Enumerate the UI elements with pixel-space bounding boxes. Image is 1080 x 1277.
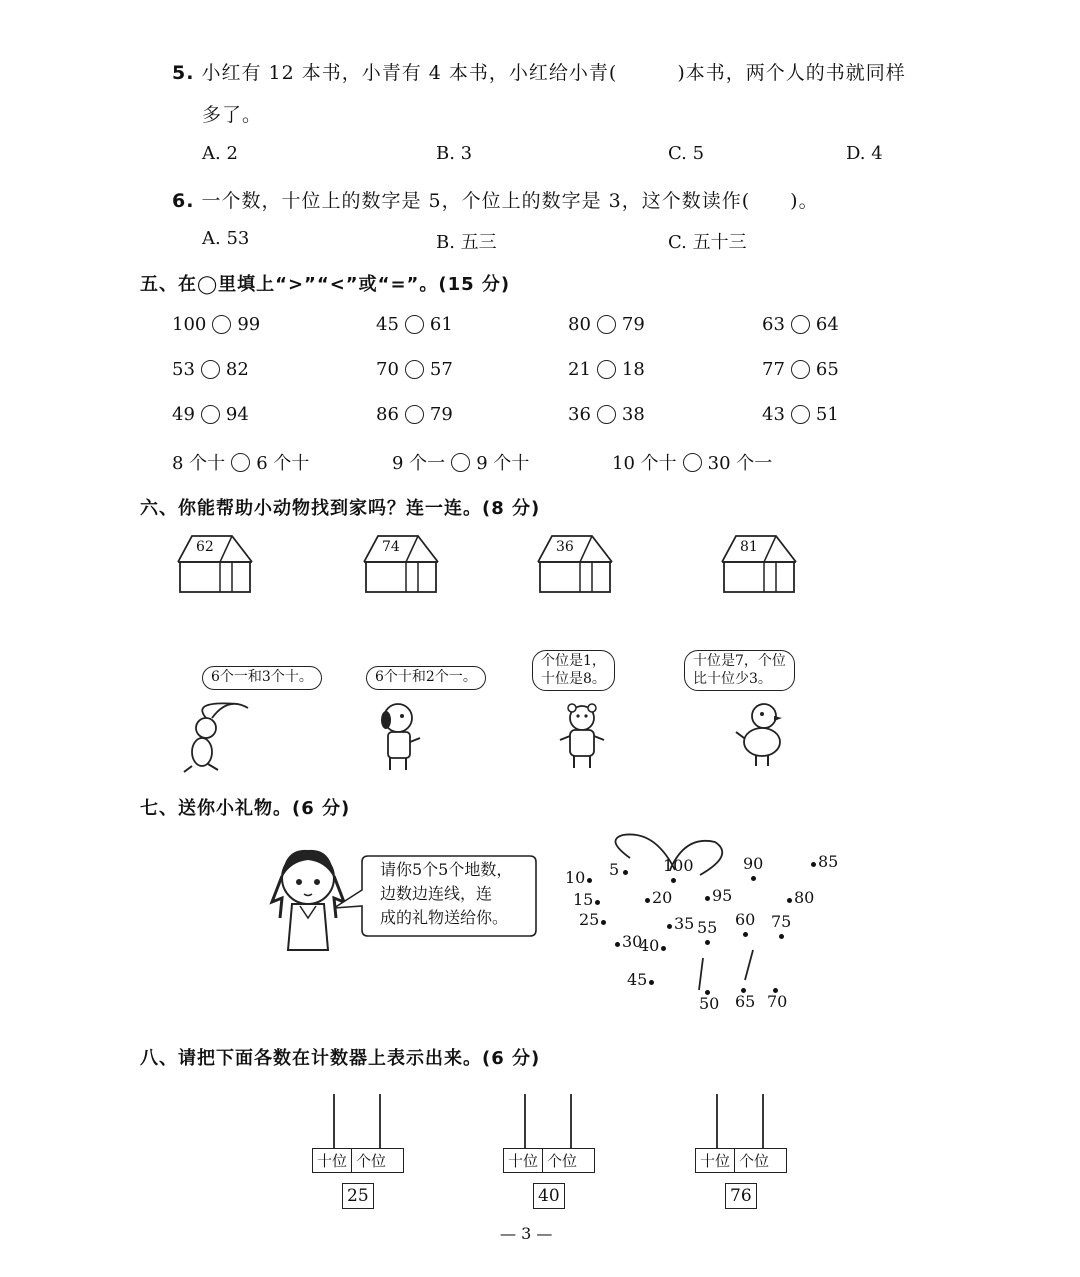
speech-line: 请你5个5个地数， bbox=[380, 860, 513, 879]
dot-point[interactable] bbox=[595, 900, 600, 905]
dog-illustration[interactable] bbox=[372, 698, 452, 778]
dot-point[interactable] bbox=[587, 878, 592, 883]
section-title: 六、你能帮助小动物找到家吗？连一连。(8 分) bbox=[140, 498, 541, 519]
dot-point[interactable] bbox=[811, 862, 816, 867]
abacus-counter[interactable] bbox=[312, 1094, 404, 1209]
comparison-item bbox=[376, 359, 453, 380]
right-operand: 64 bbox=[815, 314, 839, 335]
comparison-item bbox=[762, 314, 839, 335]
bubble-line: 十位是8。 bbox=[541, 670, 606, 687]
dot-label: 75 bbox=[771, 912, 792, 931]
dot-point[interactable] bbox=[751, 876, 756, 881]
answer-circle[interactable] bbox=[405, 315, 424, 334]
right-operand: 38 bbox=[621, 404, 645, 425]
house-62[interactable] bbox=[176, 532, 256, 594]
question-number: 5. bbox=[172, 62, 195, 84]
left-operand: 70 bbox=[376, 359, 399, 380]
house-icon bbox=[720, 532, 800, 594]
dot-label: 60 bbox=[735, 910, 756, 929]
dot-point[interactable] bbox=[705, 940, 710, 945]
option-a[interactable]: A. 2 bbox=[202, 143, 238, 164]
dot-label: 20 bbox=[652, 888, 673, 907]
tens-label: 十位 bbox=[696, 1149, 735, 1172]
left-operand: 49 bbox=[172, 404, 195, 425]
answer-circle[interactable] bbox=[201, 405, 220, 424]
dot-label: 70 bbox=[767, 992, 788, 1011]
left-operand: 53 bbox=[172, 359, 195, 380]
speech-line: 边数边连线，连 bbox=[380, 884, 493, 903]
dot-label: 5 bbox=[609, 860, 620, 879]
comparison-item bbox=[612, 449, 772, 475]
dot-label: 50 bbox=[699, 994, 720, 1013]
speech-bubble bbox=[202, 666, 322, 690]
speech-line: 成的礼物送给你。 bbox=[380, 908, 509, 927]
chick-illustration[interactable] bbox=[734, 698, 814, 778]
tens-label: 十位 bbox=[313, 1149, 352, 1172]
comparison-item bbox=[568, 359, 645, 380]
question-text-cont: 多了。 bbox=[202, 104, 263, 126]
dot-label: 55 bbox=[697, 918, 718, 937]
left-operand: 63 bbox=[762, 314, 785, 335]
house-icon bbox=[176, 532, 256, 594]
speech-bubble bbox=[366, 666, 486, 690]
left-operand: 43 bbox=[762, 404, 785, 425]
left-operand: 100 bbox=[172, 314, 207, 335]
dot-point[interactable] bbox=[601, 920, 606, 925]
abacus-rods bbox=[503, 1094, 595, 1148]
comparison-item bbox=[376, 404, 453, 425]
dot-point[interactable] bbox=[779, 934, 784, 939]
option-b[interactable]: B. 3 bbox=[436, 143, 473, 164]
ones-label: 个位 bbox=[356, 1152, 387, 1170]
bear-illustration[interactable] bbox=[556, 700, 636, 780]
bubble-line: 比十位少3。 bbox=[693, 670, 772, 687]
right-operand: 57 bbox=[429, 359, 453, 380]
option-c[interactable]: C. 5 bbox=[668, 143, 705, 164]
abacus-counter[interactable] bbox=[695, 1094, 787, 1209]
dot-point[interactable] bbox=[623, 870, 628, 875]
right-operand: 18 bbox=[621, 359, 645, 380]
answer-circle[interactable] bbox=[683, 453, 702, 472]
answer-circle[interactable] bbox=[597, 360, 616, 379]
house-36[interactable] bbox=[536, 532, 616, 594]
house-74[interactable] bbox=[362, 532, 442, 594]
right-operand: 65 bbox=[815, 359, 839, 380]
answer-circle[interactable] bbox=[597, 315, 616, 334]
bubble-line: 6个十和2个一。 bbox=[375, 669, 477, 685]
answer-circle[interactable] bbox=[597, 405, 616, 424]
dot-label: 85 bbox=[818, 852, 839, 871]
dot-label: 15 bbox=[573, 890, 594, 909]
dot-to-dot-puzzle bbox=[565, 830, 855, 1020]
abacus-counter[interactable] bbox=[503, 1094, 595, 1209]
left-operand: 21 bbox=[568, 359, 591, 380]
comparison-item bbox=[172, 449, 309, 475]
dot-label: 40 bbox=[639, 936, 660, 955]
abacus-rods bbox=[312, 1094, 404, 1148]
dot-label: 35 bbox=[674, 914, 695, 933]
dot-label: 65 bbox=[735, 992, 756, 1011]
dot-point[interactable] bbox=[671, 878, 676, 883]
option-c[interactable]: C. 五十三 bbox=[668, 232, 747, 253]
question-number: 6. bbox=[172, 190, 195, 212]
house-number: 62 bbox=[196, 539, 214, 555]
ones-label: 个位 bbox=[739, 1152, 770, 1170]
left-operand: 10 个十 bbox=[612, 453, 677, 474]
left-operand: 8 个十 bbox=[172, 453, 226, 474]
dot-label: 80 bbox=[794, 888, 815, 907]
right-operand: 61 bbox=[429, 314, 453, 335]
dot-point[interactable] bbox=[615, 942, 620, 947]
bubble-line: 十位是7，个位 bbox=[693, 653, 786, 669]
dot-point[interactable] bbox=[645, 898, 650, 903]
ones-label: 个位 bbox=[547, 1152, 578, 1170]
bubble-line: 6个一和3个十。 bbox=[211, 669, 313, 685]
answer-circle[interactable] bbox=[451, 453, 470, 472]
right-operand: 82 bbox=[225, 359, 249, 380]
dot-point[interactable] bbox=[661, 946, 666, 951]
answer-circle[interactable] bbox=[405, 360, 424, 379]
left-operand: 86 bbox=[376, 404, 399, 425]
comparison-item bbox=[762, 359, 839, 380]
target-number: 25 bbox=[342, 1183, 374, 1209]
house-number: 36 bbox=[556, 539, 574, 555]
answer-circle[interactable] bbox=[405, 405, 424, 424]
question-text: 小红有 12 本书，小青有 4 本书，小红给小青( )本书，两个人的书就同样 bbox=[201, 62, 906, 84]
page-number: — 3 — bbox=[500, 1224, 553, 1243]
right-operand: 51 bbox=[815, 404, 839, 425]
comparison-item bbox=[762, 404, 839, 425]
section-title: 五、在◯里填上“>”“<”或“=”。(15 分) bbox=[140, 274, 511, 295]
house-81[interactable] bbox=[720, 532, 800, 594]
dot-label: 100 bbox=[663, 856, 694, 875]
target-number: 76 bbox=[725, 1183, 757, 1209]
right-operand: 79 bbox=[429, 404, 453, 425]
dot-label: 45 bbox=[627, 970, 648, 989]
answer-circle[interactable] bbox=[231, 453, 250, 472]
house-icon bbox=[536, 532, 616, 594]
comparison-item bbox=[172, 314, 260, 335]
right-operand: 99 bbox=[237, 314, 261, 335]
answer-circle[interactable] bbox=[791, 360, 810, 379]
left-operand: 9 个一 bbox=[392, 453, 446, 474]
dot-point[interactable] bbox=[667, 924, 672, 929]
dot-label: 25 bbox=[579, 910, 600, 929]
place-value-labels bbox=[695, 1148, 787, 1173]
left-operand: 80 bbox=[568, 314, 591, 335]
house-number: 81 bbox=[740, 539, 758, 555]
section-title: 七、送你小礼物。(6 分) bbox=[140, 798, 351, 819]
dot-point[interactable] bbox=[649, 980, 654, 985]
left-operand: 77 bbox=[762, 359, 785, 380]
comparison-item bbox=[376, 314, 453, 335]
question-text: 一个数，十位上的数字是 5，个位上的数字是 3，这个数读作( )。 bbox=[201, 190, 819, 212]
house-number: 74 bbox=[382, 539, 400, 555]
rabbit-illustration[interactable] bbox=[178, 700, 258, 780]
speech-bubble bbox=[532, 650, 615, 691]
comparison-item bbox=[568, 404, 645, 425]
right-operand: 30 个一 bbox=[707, 453, 773, 474]
answer-circle[interactable] bbox=[201, 360, 220, 379]
answer-circle[interactable] bbox=[212, 315, 231, 334]
left-operand: 45 bbox=[376, 314, 399, 335]
comparison-item bbox=[392, 449, 529, 475]
comparison-item bbox=[172, 404, 249, 425]
option-b[interactable]: B. 五三 bbox=[436, 232, 497, 253]
comparison-item bbox=[172, 359, 249, 380]
dot-point[interactable] bbox=[787, 898, 792, 903]
option-a[interactable]: A. 53 bbox=[202, 228, 250, 249]
abacus-rods bbox=[695, 1094, 787, 1148]
place-value-labels bbox=[503, 1148, 595, 1173]
house-icon bbox=[362, 532, 442, 594]
dot-label: 90 bbox=[743, 854, 764, 873]
right-operand: 94 bbox=[225, 404, 249, 425]
option-d[interactable]: D. 4 bbox=[846, 143, 883, 164]
dot-point[interactable] bbox=[743, 932, 748, 937]
left-operand: 36 bbox=[568, 404, 591, 425]
comparison-item bbox=[568, 314, 645, 335]
dot-label: 30 bbox=[622, 932, 643, 951]
speech-bubble bbox=[684, 650, 795, 691]
place-value-labels bbox=[312, 1148, 404, 1173]
answer-circle[interactable] bbox=[791, 405, 810, 424]
right-operand: 6 个十 bbox=[256, 453, 310, 474]
tens-label: 十位 bbox=[504, 1149, 543, 1172]
bubble-line: 个位是1， bbox=[541, 653, 606, 669]
target-number: 40 bbox=[533, 1183, 565, 1209]
dot-label: 95 bbox=[712, 886, 733, 905]
dot-label: 10 bbox=[565, 868, 586, 887]
right-operand: 9 个十 bbox=[476, 453, 530, 474]
dot-point[interactable] bbox=[705, 896, 710, 901]
right-operand: 79 bbox=[621, 314, 645, 335]
answer-circle[interactable] bbox=[791, 315, 810, 334]
section-title: 八、请把下面各数在计数器上表示出来。(6 分) bbox=[140, 1048, 541, 1069]
